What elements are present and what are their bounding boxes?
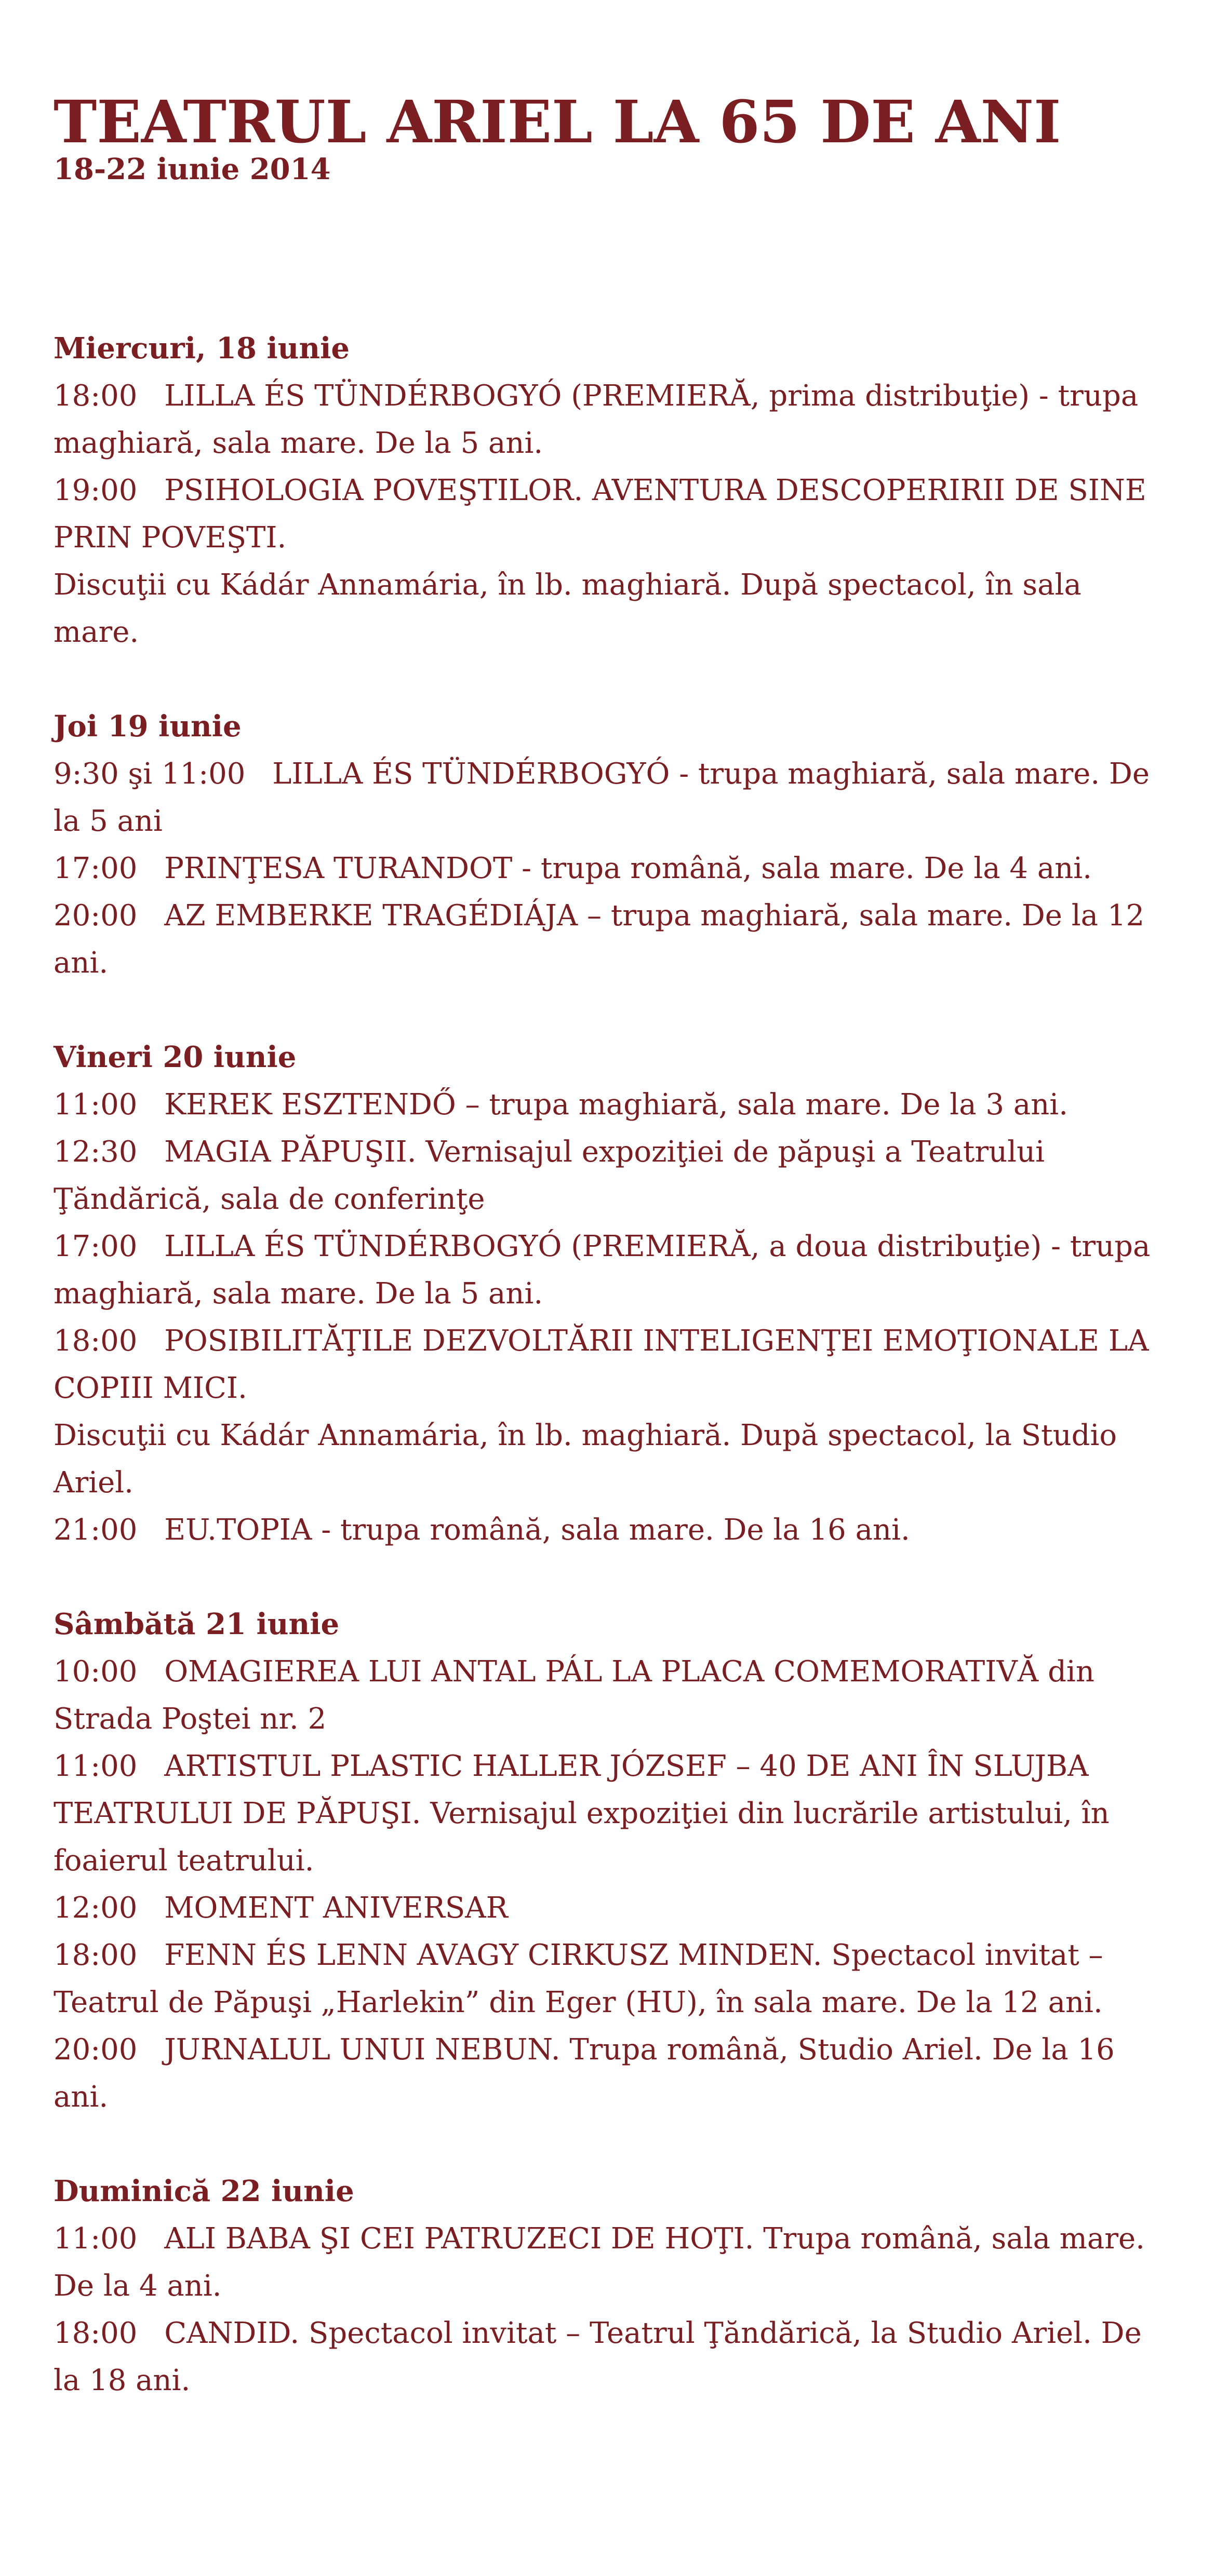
schedule-entry <box>54 1317 1165 1412</box>
entry-time: 11:00 <box>54 1088 138 1122</box>
entry-time: 18:00 <box>54 1938 138 1972</box>
entry-details: Spectacol invitat – Teatrul de Păpuşi „Harlekin” din Eger (HU), în sala mare. De la 12 ani. <box>54 1938 1103 2019</box>
schedule-entry <box>54 845 1165 892</box>
entry-title: AZ EMBERKE TRAGÉDIÁJA <box>164 899 578 933</box>
schedule-entry <box>54 467 1165 561</box>
entry-details: (PREMIERĂ, a doua distribuţie) - trupa maghiară, sala mare. De la 5 ani. <box>54 1230 1151 1311</box>
entry-details: - trupa română, sala mare. De la 4 ani. <box>522 852 1092 885</box>
event-dates: 18-22 iunie 2014 <box>54 152 331 186</box>
day-title: Sâmbătă 21 iunie <box>54 1607 340 1641</box>
entry-title: PSIHOLOGIA POVEŞTILOR. AVENTURA DESCOPERIRII DE SINE PRIN POVEŞTI. <box>54 474 1146 555</box>
day-title: Duminică 22 iunie <box>54 2174 354 2208</box>
entry-title: KEREK ESZTENDŐ <box>164 1088 456 1122</box>
entry-time: 11:00 <box>54 2222 138 2256</box>
day-section <box>54 2168 1165 2404</box>
schedule-entry <box>54 892 1165 987</box>
schedule-entry <box>54 1506 1165 1554</box>
entry-details: Trupa română, Studio Ariel. De la 16 ani. <box>54 2033 1115 2114</box>
entry-details: Discuţii cu Kádár Annamária, în lb. maghiară. După spectacol, în sala mare. <box>54 568 1082 649</box>
entry-details: Vernisajul expoziţiei de păpuşi a Teatrului Ţăndărică, sala de conferinţe <box>54 1135 1045 1216</box>
schedule-entry <box>54 1648 1165 1743</box>
entry-details: Vernisajul expoziţiei din lucrările artistului, în foaierul teatrului. <box>54 1797 1110 1878</box>
program-document <box>54 88 1165 2451</box>
day-title: Joi 19 iunie <box>54 709 242 744</box>
schedule-entry <box>54 1081 1165 1128</box>
entry-title: LILLA ÉS TÜNDÉRBOGYÓ <box>164 1230 562 1263</box>
entry-time: 10:00 <box>54 1655 138 1689</box>
schedule-entry <box>54 2215 1165 2310</box>
entry-title: FENN ÉS LENN AVAGY CIRKUSZ MINDEN. <box>164 1938 822 1972</box>
day-section <box>54 1034 1165 1554</box>
entry-title: JURNALUL UNUI NEBUN. <box>164 2033 560 2067</box>
schedule-entry <box>54 1223 1165 1317</box>
entry-title: OMAGIEREA LUI ANTAL PÁL LA PLACA COMEMORATIVĂ <box>164 1655 1039 1689</box>
entry-title: POSIBILITĂŢILE DEZVOLTĂRII INTELIGENŢEI EMOŢIONALE LA COPIII MICI. <box>54 1324 1149 1405</box>
entry-title: CANDID. <box>164 2316 300 2350</box>
entry-title: PRINŢESA TURANDOT <box>164 852 513 885</box>
entry-time: 19:00 <box>54 474 138 507</box>
entry-time: 12:30 <box>54 1135 138 1169</box>
schedule-entry <box>54 750 1165 845</box>
entry-title: MOMENT ANIVERSAR <box>164 1891 508 1925</box>
entry-time: 18:00 <box>54 2316 138 2350</box>
entry-title: EU.TOPIA <box>164 1513 312 1547</box>
schedule-entry <box>54 372 1165 467</box>
entry-details: – trupa maghiară, sala mare. De la 3 ani. <box>465 1088 1068 1122</box>
entry-time: 18:00 <box>54 379 138 413</box>
entry-details: - trupa maghiară, sala mare. De la 5 ani <box>54 757 1150 838</box>
entry-title: ARTISTUL PLASTIC HALLER JÓZSEF – 40 DE ANI ÎN SLUJBA TEATRULUI DE PĂPUŞI. <box>54 1749 1089 1830</box>
day-section <box>54 1601 1165 2121</box>
entry-details: Spectacol invitat – Teatrul Ţăndărică, la Studio Ariel. De la 18 ani. <box>54 2316 1142 2397</box>
entry-time: 21:00 <box>54 1513 138 1547</box>
schedule-entry <box>54 1743 1165 1884</box>
entry-title: LILLA ÉS TÜNDÉRBOGYÓ <box>164 379 562 413</box>
day-title: Miercuri, 18 iunie <box>54 331 350 366</box>
day-title: Vineri 20 iunie <box>54 1040 297 1074</box>
entry-time: 12:00 <box>54 1891 138 1925</box>
entry-time: 9:30 şi 11:00 <box>54 757 246 791</box>
entry-title: MAGIA PĂPUŞII. <box>164 1135 417 1169</box>
schedule-entry <box>54 1932 1165 2026</box>
day-section <box>54 703 1165 987</box>
entry-time: 17:00 <box>54 1230 138 1263</box>
event-title: TEATRUL ARIEL LA 65 DE ANI <box>54 88 1061 156</box>
schedule-entry <box>54 1128 1165 1223</box>
entry-time: 20:00 <box>54 899 138 933</box>
entry-time: 11:00 <box>54 1749 138 1783</box>
entry-title: LILLA ÉS TÜNDÉRBOGYÓ <box>272 757 670 791</box>
entry-time: 20:00 <box>54 2033 138 2067</box>
entry-details: - trupa română, sala mare. De la 16 ani. <box>321 1513 910 1547</box>
spacer <box>54 193 1165 325</box>
entry-details: – trupa maghiară, sala mare. De la 12 ani. <box>54 899 1145 980</box>
entry-details: Discuţii cu Kádár Annamária, în lb. maghiară. După spectacol, la Studio Ariel. <box>54 1419 1117 1500</box>
entry-details: din Strada Poştei nr. 2 <box>54 1655 1094 1736</box>
entry-details: (PREMIERĂ, prima distribuţie) - trupa maghiară, sala mare. De la 5 ani. <box>54 379 1139 460</box>
entry-time: 18:00 <box>54 1324 138 1358</box>
schedule-entry <box>54 1884 1165 1932</box>
schedule-entry <box>54 2026 1165 2121</box>
entry-title: ALI BABA ŞI CEI PATRUZECI DE HOŢI. <box>164 2222 754 2256</box>
day-section <box>54 325 1165 656</box>
schedule-entry <box>54 2310 1165 2404</box>
entry-details: Trupa română, sala mare. De la 4 ani. <box>54 2222 1145 2303</box>
entry-time: 17:00 <box>54 852 138 885</box>
